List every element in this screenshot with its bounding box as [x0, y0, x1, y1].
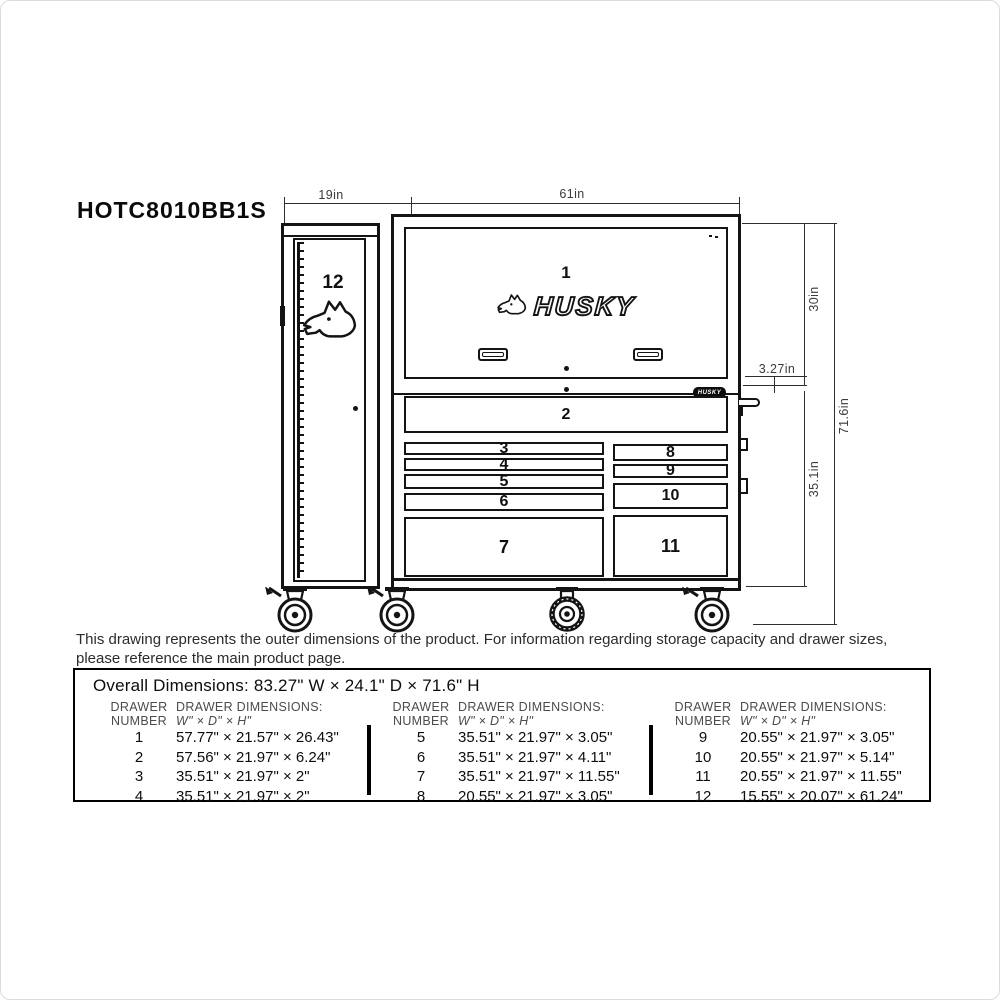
caster-swivel-brake-icon — [681, 587, 741, 633]
header-wdh: W" × D" × H" — [740, 714, 816, 728]
compartment-1-label: 1 — [561, 263, 571, 282]
drawer-dims: 15.55" × 20.07" × 61.24" — [740, 787, 903, 805]
model-number-title: HOTC8010BB1S — [77, 197, 267, 223]
drawer-number: 10 — [694, 748, 712, 766]
drawer-3-label: 3 — [499, 439, 509, 457]
dim-label-71-6in: 71.6in — [837, 397, 851, 435]
top-lid-cabinet — [404, 227, 728, 379]
side-locker-cabinet — [281, 223, 380, 589]
drawer-11 — [613, 515, 728, 577]
dim-label-3-27in: 3.27in — [758, 362, 796, 376]
column-divider — [649, 725, 653, 795]
drawer-dims: 20.55" × 21.97" × 3.05" — [740, 729, 895, 746]
husky-wordmark: HUSKY — [533, 291, 637, 321]
note-line-1: This drawing represents the outer dimensions of the product. For information regarding storage capacity and drawer sizes, — [76, 631, 888, 648]
note-text — [76, 630, 956, 668]
dim-extension-top — [742, 223, 837, 224]
spec-table — [73, 668, 931, 805]
header-drawer: DRAWER — [392, 700, 450, 714]
drawer-4 — [404, 455, 604, 473]
drawer-dims: 57.77" × 21.57" × 26.43" — [176, 729, 339, 746]
drawer-8 — [613, 444, 728, 461]
header-number: NUMBER — [111, 714, 167, 728]
dim-extension-bottom — [746, 586, 807, 587]
drawer-10-label: 10 — [661, 487, 680, 504]
dim-line-35-1in — [804, 391, 805, 586]
drawer-2 — [404, 396, 728, 433]
dim-line-top — [284, 203, 739, 204]
drawer-7-label: 7 — [498, 537, 509, 557]
dim-label-chest-width: 61in — [559, 187, 585, 201]
column-divider — [367, 725, 371, 795]
drawer-number: 7 — [416, 768, 426, 785]
caster-swivel-brake-icon — [366, 587, 426, 633]
caster-swivel-brake-icon — [264, 587, 324, 633]
dim-label-35-1in: 35.1in — [807, 460, 821, 498]
header-number: NUMBER — [393, 714, 449, 728]
drawer-number: 9 — [698, 729, 708, 746]
dim-underline-3-27in — [745, 376, 807, 377]
header-dimensions: DRAWER DIMENSIONS: — [176, 700, 323, 714]
drawer-number: 11 — [695, 768, 711, 785]
dim-label-locker-width: 19in — [318, 188, 344, 202]
drawer-11-label: 11 — [660, 536, 681, 556]
lid-handle-left-icon — [478, 348, 508, 361]
dim-extension-mid — [743, 385, 807, 386]
badge-text: HUSKY — [697, 389, 722, 396]
locker-top-cap — [284, 226, 377, 237]
drawer-6-label: 6 — [499, 493, 509, 510]
drawer-dims: 20.55" × 21.97" × 5.14" — [740, 748, 895, 766]
locker-hinge-pin — [280, 306, 285, 326]
drawer-dims: 35.51" × 21.97" × 11.55" — [458, 768, 620, 785]
door-lock-icon — [353, 406, 358, 411]
main-chest-unit — [391, 214, 741, 591]
compartment-12-label: 12 — [322, 272, 344, 293]
overall-dimensions: Overall Dimensions: 83.27" W × 24.1" D × 71.6" H — [93, 676, 480, 695]
drawer-9 — [613, 464, 728, 478]
husky-logo — [406, 291, 726, 322]
drawer-number: 6 — [416, 748, 426, 766]
spec-column-2 — [390, 700, 658, 806]
drawer-6 — [404, 493, 604, 511]
header-number: NUMBER — [675, 714, 731, 728]
drawer-dims: 35.51" × 21.97" × 4.11" — [458, 748, 612, 766]
drawer-number: 8 — [416, 787, 426, 805]
dim-label-30in: 30in — [807, 286, 821, 312]
rivet-dot — [709, 235, 712, 237]
drawer-number: 3 — [134, 768, 144, 785]
drawer-9-label: 9 — [666, 462, 675, 479]
caster-fixed-icon — [536, 587, 596, 633]
locker-door — [293, 238, 366, 582]
drawer-7 — [404, 517, 604, 577]
drawer-dims: 35.51" × 21.97" × 2" — [176, 787, 310, 805]
drawer-number: 4 — [134, 787, 144, 805]
door-hinge-icon — [297, 242, 300, 578]
side-handle-icon — [739, 398, 760, 407]
dim-line-30in — [804, 223, 805, 385]
side-handle-mount — [740, 407, 743, 416]
header-drawer: DRAWER — [674, 700, 732, 714]
header-dimensions: DRAWER DIMENSIONS: — [458, 700, 605, 714]
spec-column-3 — [672, 700, 940, 806]
drawer-number: 12 — [694, 787, 712, 805]
drawer-dims: 20.55" × 21.97" × 3.05" — [458, 787, 613, 805]
mid-rail-line — [394, 393, 738, 395]
side-bracket-icon — [741, 478, 748, 494]
drawer-number: 1 — [134, 729, 144, 746]
lid-lock-icon — [564, 366, 569, 371]
header-wdh: W" × D" × H" — [176, 714, 252, 728]
drawer-4-label: 4 — [499, 455, 509, 473]
dim-tick — [411, 197, 412, 214]
spec-column-1 — [108, 700, 376, 806]
header-wdh: W" × D" × H" — [458, 714, 534, 728]
bottom-kick-line — [394, 578, 738, 581]
drawer-number: 2 — [134, 748, 144, 766]
drawer-number: 5 — [416, 729, 426, 746]
dim-line-71-6in — [834, 223, 835, 624]
drawer-5-label: 5 — [499, 472, 509, 490]
drawer-3 — [404, 439, 604, 457]
dim-extension-ground — [753, 624, 837, 625]
drawer-10 — [613, 483, 728, 509]
drawer-dims: 35.51" × 21.97" × 3.05" — [458, 729, 613, 746]
drawer-8-label: 8 — [666, 443, 675, 461]
header-dimensions: DRAWER DIMENSIONS: — [740, 700, 887, 714]
drawer-2-label: 2 — [561, 405, 571, 423]
header-drawer: DRAWER — [110, 700, 168, 714]
drawer-dims: 35.51" × 21.97" × 2" — [176, 768, 310, 785]
side-bracket-icon — [741, 438, 748, 451]
drawer-dims: 57.56" × 21.97" × 6.24" — [176, 748, 331, 766]
lid-handle-right-icon — [633, 348, 663, 361]
drawer-5 — [404, 474, 604, 489]
note-line-2: please reference the main product page. — [76, 650, 346, 667]
husky-dog-icon — [496, 293, 530, 321]
rivet-dot — [715, 236, 718, 238]
husky-dog-icon — [301, 298, 363, 350]
drawer-dims: 20.55" × 21.97" × 11.55" — [740, 768, 902, 785]
rail-lock-icon — [564, 387, 569, 392]
dim-tick — [284, 197, 285, 223]
